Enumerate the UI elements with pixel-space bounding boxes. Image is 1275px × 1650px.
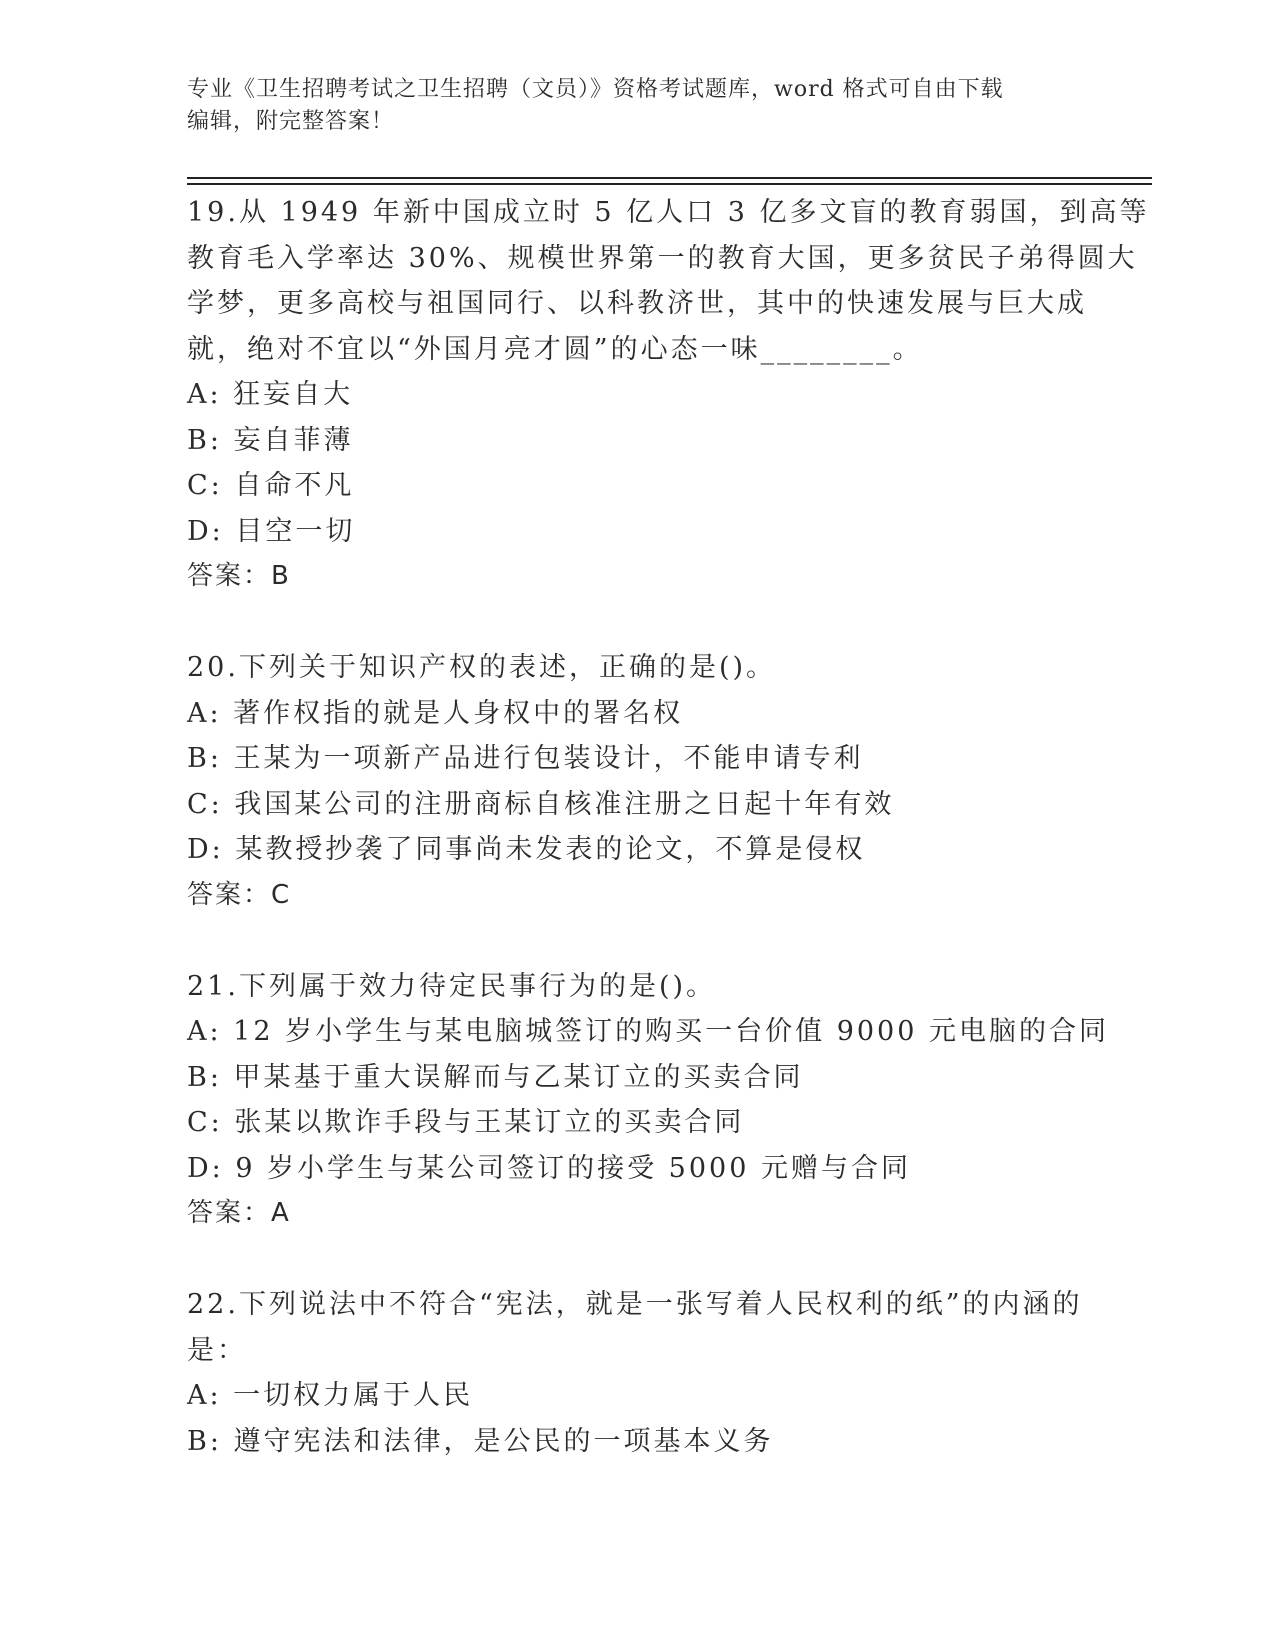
option-d: D: 9 岁小学生与某公司签订的接受 5000 元赠与合同 — [187, 1152, 911, 1184]
question-list — [187, 190, 1150, 1464]
option-d: D: 目空一切 — [187, 515, 356, 547]
option-a: A: 一切权力属于人民 — [187, 1380, 474, 1411]
question-stem-line: 学梦，更多高校与祖国同行、以科教济世，其中的快速发展与巨大成 — [187, 288, 1087, 319]
question-stem-line: 21.下列属于效力待定民事行为的是()。 — [187, 970, 717, 1002]
header-line-1: 专业《卫生招聘考试之卫生招聘（文员）》资格考试题库，word 格式可自由下载 — [187, 77, 1004, 102]
question-stem-line: 教育毛入学率达 30%、规模世界第一的教育大国，更多贫民子弟得圆大 — [187, 242, 1138, 274]
question-19 — [187, 190, 1150, 600]
question-stem-line: 20.下列关于知识产权的表述，正确的是()。 — [187, 652, 777, 683]
option-d: D: 某教授抄袭了同事尚未发表的论文，不算是侵权 — [187, 834, 866, 865]
option-a: A: 12 岁小学生与某电脑城签订的购买一台价值 9000 元电脑的合同 — [187, 1016, 1109, 1047]
option-a: A: 著作权指的就是人身权中的署名权 — [187, 697, 684, 729]
question-stem-line: 22.下列说法中不符合“宪法，就是一张写着人民权利的纸”的内涵的 — [187, 1289, 1083, 1320]
option-b: B: 妄自菲薄 — [187, 424, 354, 456]
option-c: C: 我国某公司的注册商标自核准注册之日起十年有效 — [187, 788, 895, 820]
question-stem-line: 19.从 1949 年新中国成立时 5 亿人口 3 亿多文盲的教育弱国，到高等 — [187, 197, 1150, 228]
question-spacer — [187, 918, 1087, 964]
document-header — [187, 74, 1067, 138]
question-spacer — [187, 1237, 1087, 1283]
question-stem-line: 就，绝对不宜以“外国月亮才圆”的心态一味________。 — [187, 333, 923, 365]
answer: 答案：C — [187, 879, 292, 910]
question-20 — [187, 645, 1087, 918]
option-a: A: 狂妄自大 — [187, 379, 354, 410]
question-21 — [187, 964, 1109, 1237]
answer: 答案：B — [187, 561, 291, 591]
header-divider-bottom — [187, 183, 1152, 185]
option-b: B: 甲某基于重大误解而与乙某订立的买卖合同 — [187, 1061, 804, 1093]
question-22 — [187, 1282, 1087, 1464]
option-b: B: 王某为一项新产品进行包装设计，不能申请专利 — [187, 743, 864, 774]
header-divider-top — [187, 177, 1152, 179]
option-c: C: 自命不凡 — [187, 470, 355, 501]
header-line-2: 编辑，附完整答案！ — [187, 109, 395, 134]
question-stem-line: 是： — [187, 1334, 247, 1366]
option-b: B: 遵守宪法和法律，是公民的一项基本义务 — [187, 1425, 774, 1457]
option-c: C: 张某以欺诈手段与王某订立的买卖合同 — [187, 1107, 745, 1138]
answer: 答案：A — [187, 1198, 291, 1228]
question-spacer — [187, 600, 1087, 646]
